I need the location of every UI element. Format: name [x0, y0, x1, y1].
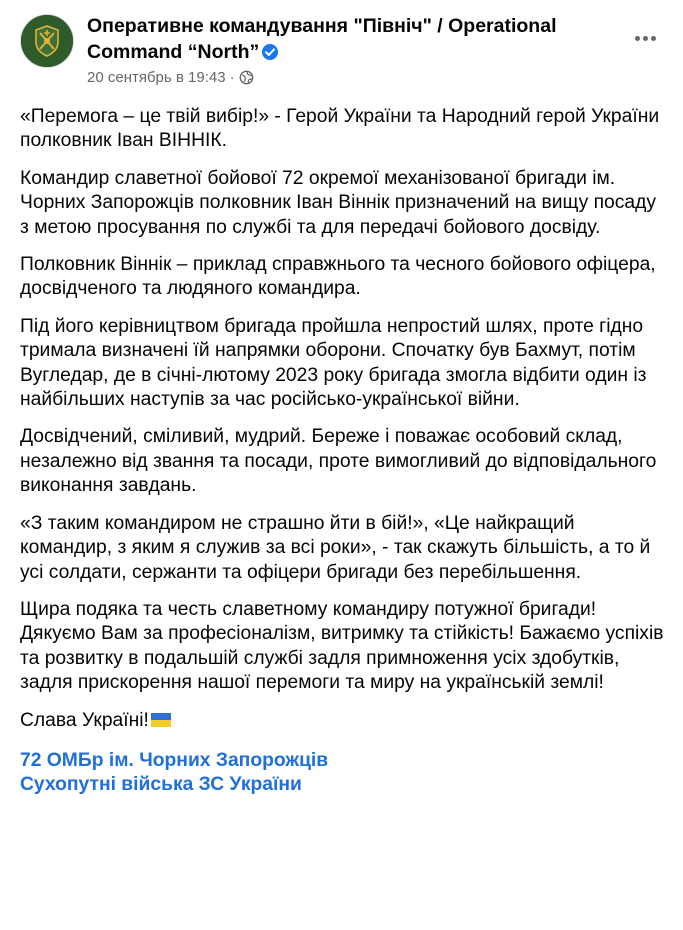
- post-closing: [20, 709, 666, 736]
- post-paragraph: Командир славетної бойової 72 окремої механізованої бригади ім. Чорних Запорожців полковник Іван Віннік призначений на вищу посаду з метою просування по службі та для передачі бойового досвіду.: [20, 167, 657, 238]
- hashtag-link-ground-forces[interactable]: Сухопутні війська ЗС України: [20, 773, 302, 795]
- more-horizontal-icon: [635, 36, 640, 41]
- post-meta: [87, 68, 254, 88]
- verified-badge-icon: [261, 42, 279, 68]
- post-paragraph: Полковник Віннік – приклад справжнього та чесного бойового офіцера, досвідченого та людяного командира.: [20, 254, 656, 300]
- page-avatar[interactable]: [20, 14, 74, 68]
- command-emblem-icon: [21, 15, 73, 67]
- page-name-text[interactable]: Оперативне командування "Північ" / Operational Command “North”: [87, 15, 557, 63]
- post-body: [20, 105, 666, 797]
- post-paragraph: «З таким командиром не страшно йти в бій!», «Це найкращий командир, з яким я служив за всі роки», - так скажуть більшість, а то й усі солдати, сержанти та офіцери бригади без перебільшення.: [20, 512, 651, 583]
- globe-icon[interactable]: [239, 70, 254, 91]
- post-paragraph: Щира подяка та честь славетному командиру потужної бригади! Дякуємо Вам за професіоналізм, витримку та стійкість! Бажаємо успіхів та розвитку в подальшій службі задля примноження усіх здобутків, задля прискорення нашої перемоги та миру на українській землі!: [20, 598, 664, 694]
- hashtag-link-brigade[interactable]: 72 ОМБр ім. Чорних Запорожців: [20, 749, 329, 771]
- ukraine-flag-icon: [150, 711, 172, 736]
- post-paragraph: Під його керівництвом бригада пройшла непростий шлях, проте гідно тримала визначені їй напрямки оборони. Спочатку був Бахмут, потім Вугледар, де в січні-лютому 2023 року бригада змогла відбити один із найбільших наступів за час російсько-української війни.: [20, 315, 647, 411]
- post-paragraph: Досвідчений, сміливий, мудрий. Береже і поважає особовий склад, незалежно від звання та посади, проте вимогливий до відповідального виконання завдань.: [20, 426, 657, 497]
- meta-separator: ·: [229, 69, 235, 86]
- post-paragraph: «Перемога – це твій вибір!» - Герой України та Народний герой України полковник Іван ВІННІК.: [20, 106, 660, 152]
- closing-text: Слава Україні!: [20, 709, 149, 731]
- post-header: [20, 12, 663, 92]
- more-options-button[interactable]: [627, 26, 663, 50]
- page-name[interactable]: [87, 13, 597, 68]
- post-timestamp[interactable]: 20 сентябрь в 19:43: [87, 69, 226, 86]
